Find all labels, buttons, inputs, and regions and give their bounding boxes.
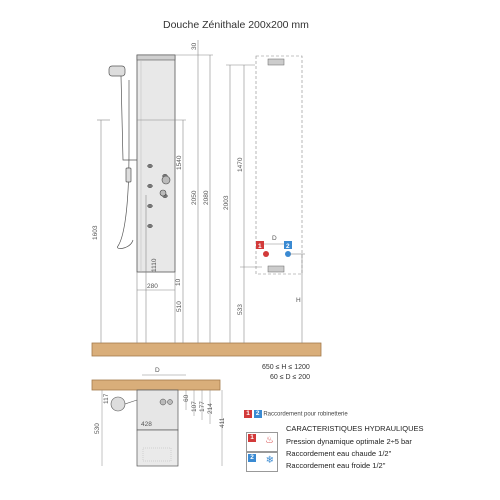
hand-shower — [109, 66, 137, 248]
dim-D-top: D — [272, 235, 277, 242]
diagram-title: Douche Zénithale 200x200 mm — [163, 19, 309, 31]
dim-107: 107 — [191, 401, 198, 412]
h-range-note: 650 ≤ H ≤ 1200 — [262, 364, 310, 371]
dim-30: 30 — [191, 42, 198, 50]
plan-hand-shower — [111, 397, 125, 411]
floor-slab — [92, 343, 321, 356]
diverter-knob — [160, 190, 166, 196]
hot-chip: 1 — [248, 434, 256, 442]
plan-floor — [92, 380, 220, 390]
cold-water-icon: ❄ — [265, 455, 274, 466]
jet — [148, 224, 153, 228]
dim-2050: 2050 — [191, 190, 198, 205]
inlet-hot — [263, 251, 269, 257]
hot-water-icon-box — [246, 432, 278, 452]
dim-510: 510 — [176, 301, 183, 312]
dim-177: 177 — [199, 401, 206, 412]
dim-428: 428 — [141, 421, 152, 428]
jet — [148, 164, 153, 168]
dim-411: 411 — [219, 417, 226, 428]
dim-280: 280 — [147, 283, 158, 290]
cold-chip: 2 — [248, 454, 256, 462]
shower-panel — [137, 55, 175, 272]
dim-533: 533 — [237, 304, 244, 315]
panel-top-cap — [137, 55, 175, 60]
inlet-hot-label: 1 — [258, 243, 262, 250]
d-range-note: 60 ≤ D ≤ 200 — [270, 374, 310, 381]
dim-1470: 1470 — [237, 157, 244, 172]
inlet-cold-label: 2 — [286, 243, 290, 250]
legend-chip-2: 2 — [254, 410, 262, 418]
cold-water-icon-box — [246, 452, 278, 472]
legend-chip-1: 1 — [244, 410, 252, 418]
dim-530: 530 — [94, 423, 101, 434]
dim-2003: 2003 — [223, 195, 230, 210]
hydraulic-title: CARACTERISTIQUES HYDRAULIQUES — [286, 424, 424, 433]
dim-117: 117 — [103, 393, 110, 404]
mixer-knob — [162, 176, 170, 184]
dim-D-plan: D — [155, 367, 160, 374]
dim-1540: 1540 — [176, 155, 183, 170]
dim-H: H — [296, 297, 301, 304]
legend-header — [244, 410, 348, 418]
cold-connection-text: Raccordement eau froide 1/2" — [286, 461, 386, 470]
hot-connection-text: Raccordement eau chaude 1/2" — [286, 449, 392, 458]
dim-1603: 1603 — [92, 225, 99, 240]
dim-1110: 1110 — [151, 258, 158, 272]
dim-214: 214 — [207, 403, 214, 414]
dim-10: 10 — [175, 278, 182, 286]
legend-header-text: Raccordement pour robinetterie — [263, 411, 348, 418]
dim-60: 60 — [183, 394, 190, 402]
dim-2080: 2080 — [203, 190, 210, 205]
jet — [148, 204, 153, 208]
pressure-text: Pression dynamique optimale 2÷5 bar — [286, 437, 412, 446]
hot-water-icon: ♨ — [265, 435, 274, 446]
jet — [148, 184, 153, 188]
